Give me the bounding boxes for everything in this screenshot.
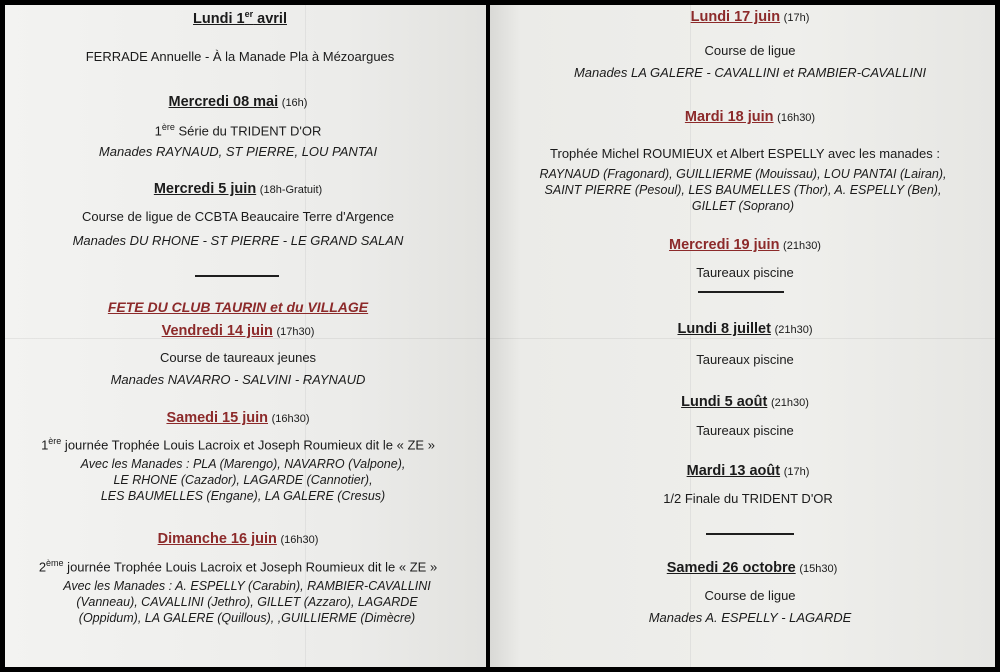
event-description: FERRADE Annuelle - À la Manade Pla à Mézoargues [85, 49, 395, 64]
event-manades: Manades RAYNAUD, ST PIERRE, LOU PANTAI [98, 144, 378, 159]
event-manades: Manades A. ESPELLY - LAGARDE [648, 610, 852, 625]
manades-line: Avec les Manades : PLA (Marengo), NAVARRO (Valpone), [80, 457, 406, 471]
event-description: Course de ligue [704, 588, 796, 603]
event-date-line: Lundi 8 juillet (21h30) [677, 321, 813, 337]
event-manades: Manades DU RHONE - ST PIERRE - LE GRAND SALAN [72, 233, 404, 248]
manades-line: (Oppidum), LA GALERE (Quillous), ,GUILLIERME (Dimècre) [78, 611, 416, 625]
event-description: Course de ligue de CCBTA Beaucaire Terre d'Argence [81, 209, 395, 224]
separator-dash [195, 275, 279, 277]
right-page [490, 5, 995, 667]
event-manades-block [508, 166, 978, 214]
event-date-line: Samedi 15 juin (16h30) [166, 410, 310, 426]
manades-line: SAINT PIERRE (Pesoul), LES BAUMELLES (Thor), A. ESPELLY (Ben), [544, 183, 942, 197]
separator-dash [706, 533, 794, 535]
event-date: Lundi 1er avril [193, 9, 287, 27]
event-date-line: Mardi 18 juin (16h30) [684, 109, 816, 125]
event-description: 2ème journée Trophée Louis Lacroix et Joseph Roumieux dit le « ZE » [38, 558, 438, 575]
event-description: 1ère Série du TRIDENT D'OR [154, 122, 322, 139]
manades-line: (Vanneau), CAVALLINI (Jethro), GILLET (Azzaro), LAGARDE [76, 595, 418, 609]
event-description: Taureaux piscine [696, 352, 794, 367]
event-description: 1/2 Finale du TRIDENT D'OR [663, 491, 833, 506]
event-description: Course de ligue [704, 43, 796, 58]
event-manades-block [37, 578, 457, 626]
manades-line: Avec les Manades : A. ESPELLY (Carabin), RAMBIER-CAVALLINI [63, 579, 431, 593]
event-date-line: Mercredi 08 mai (16h) [168, 94, 308, 110]
event-date-line: Mercredi 19 juin (21h30) [669, 237, 821, 253]
event-date-line: Vendredi 14 juin (17h30) [161, 323, 315, 339]
event-description: Taureaux piscine [696, 423, 794, 438]
event-manades: Manades LA GALERE - CAVALLINI et RAMBIER-CAVALLINI [573, 65, 927, 80]
event-date-line: Lundi 5 août (21h30) [681, 394, 809, 410]
event-date-line: Lundi 17 juin (17h) [690, 9, 810, 25]
event-description: Trophée Michel ROUMIEUX et Albert ESPELLY avec les manades : [550, 146, 940, 161]
manades-line: RAYNAUD (Fragonard), GUILLIERME (Mouissau), LOU PANTAI (Lairan), [539, 167, 947, 181]
fete-heading: FETE DU CLUB TAURIN et du VILLAGE [107, 299, 369, 315]
event-date-line: Mercredi 5 juin (18h-Gratuit) [153, 181, 323, 197]
event-description: Taureaux piscine [696, 265, 794, 280]
left-page [5, 5, 486, 667]
fold-line [490, 338, 995, 339]
manades-line: LES BAUMELLES (Engane), LA GALERE (Cresus) [100, 489, 386, 503]
manades-line: GILLET (Soprano) [691, 199, 795, 213]
event-manades: Manades NAVARRO - SALVINI - RAYNAUD [110, 372, 366, 387]
event-date-line: Dimanche 16 juin (16h30) [157, 531, 319, 547]
manades-line: LE RHONE (Cazador), LAGARDE (Cannotier), [113, 473, 373, 487]
event-date-line: Samedi 26 octobre (15h30) [666, 560, 838, 576]
event-date-line: Mardi 13 août (17h) [686, 463, 810, 479]
event-manades-block [43, 456, 443, 504]
event-description: 1ère journée Trophée Louis Lacroix et Joseph Roumieux dit le « ZE » [41, 436, 435, 453]
separator-dash [698, 291, 784, 293]
event-description: Course de taureaux jeunes [159, 350, 317, 365]
